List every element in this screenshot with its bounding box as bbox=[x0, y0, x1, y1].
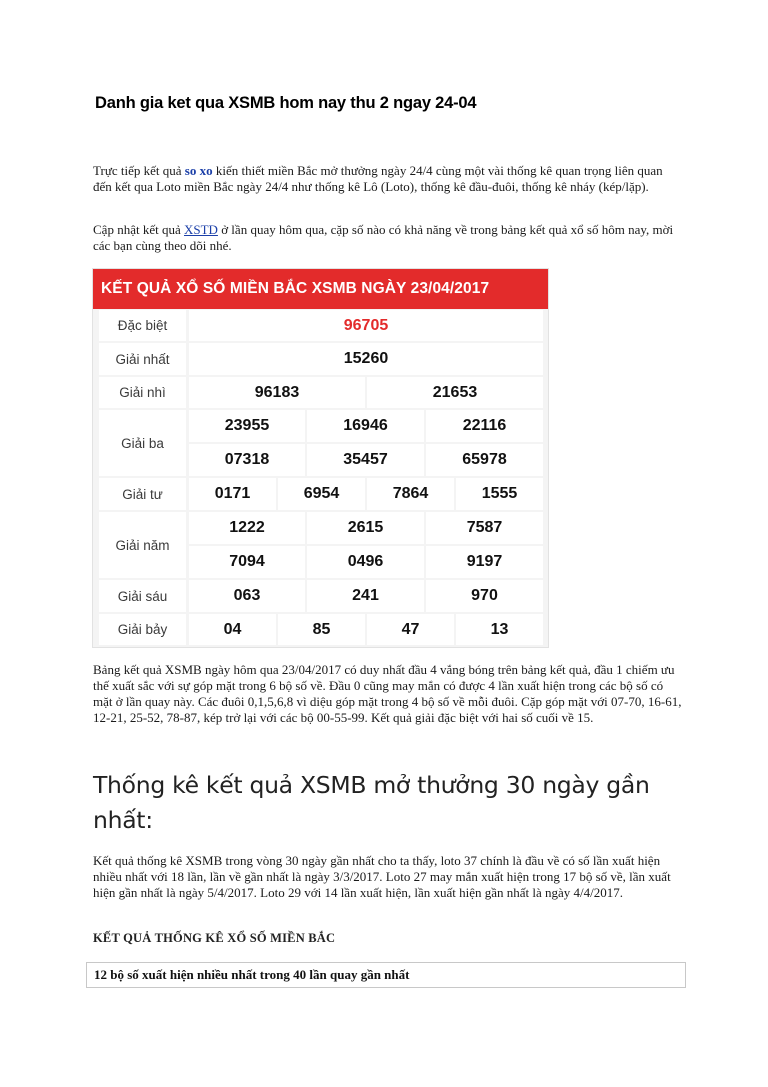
update-paragraph bbox=[93, 222, 683, 254]
row-sixth-prize bbox=[99, 580, 543, 612]
prize-number: 063 bbox=[189, 580, 305, 612]
row-first-prize bbox=[99, 343, 543, 375]
prize-number: 7094 bbox=[189, 546, 305, 578]
update-text-start: Cập nhật kết quả bbox=[93, 222, 184, 237]
prize-number: 04 bbox=[189, 614, 276, 645]
section-heading: Thống kê kết quả XSMB mở thưởng 30 ngày gần nhất: bbox=[93, 771, 650, 834]
prize-label: Giải ba bbox=[99, 410, 186, 476]
intro-text-start: Trực tiếp kết quả bbox=[93, 163, 185, 178]
prize-label: Đặc biệt bbox=[99, 310, 186, 341]
statistics-subheading: KẾT QUẢ THỐNG KÊ XỔ SỐ MIỀN BẮC bbox=[93, 931, 336, 945]
prize-number: 7587 bbox=[426, 512, 543, 544]
page-title: Danh gia ket qua XSMB hom nay thu 2 ngay 24-04 bbox=[95, 94, 477, 112]
prize-number: 35457 bbox=[307, 444, 424, 476]
prize-label: Giải bảy bbox=[99, 614, 186, 645]
update-text-end: ở lần quay hôm qua, cặp số nào có khả năng về trong bảng kết quả xổ số hôm nay, mời các bạn cùng theo dõi nhé. bbox=[93, 222, 674, 253]
prize-number: 13 bbox=[456, 614, 543, 645]
prize-number: 22116 bbox=[426, 410, 543, 442]
prize-number: 16946 bbox=[307, 410, 424, 442]
statistics-paragraph: Kết quả thống kê XSMB trong vòng 30 ngày gần nhất cho ta thấy, loto 37 chính là đầu về có số lần xuất hiện nhiều nhất với 18 lần, lần về gần nhất là ngày 3/3/2017. Loto 27 may mắn xuất hiện trong 17 bộ số về, lần xuất hiện gần nhất là ngày 5/4/2017. Loto 29 với 14 lần xuất hiện, lần xuất hiện gần nhất là ngày 4/4/2017. bbox=[93, 853, 671, 900]
so-xo-link[interactable]: so xo bbox=[184, 163, 213, 178]
row-second-prize bbox=[99, 377, 543, 408]
prize-number: 07318 bbox=[189, 444, 305, 476]
prize-label: Giải sáu bbox=[99, 580, 186, 612]
prize-number: 0496 bbox=[307, 546, 424, 578]
row-seventh-prize bbox=[99, 614, 543, 645]
prize-number: 96705 bbox=[189, 310, 543, 341]
analysis-paragraph: Bảng kết quả XSMB ngày hôm qua 23/04/2017 có duy nhất đầu 4 vắng bóng trên bảng kết quả, đầu 1 chiếm ưu thế xuất sắc với sự góp mặt trong 6 bộ số về. Đầu 0 cũng may mắn có được 4 lần xuất hiện trong các bộ số có mặt ở lần quay này. Các đuôi 0,1,5,6,8 vì diệu góp mặt trong 4 bộ số về mỗi đuôi. Cặp góp mặt với 07-70, 16-61, 12-21, 25-52, 78-87, kép trở lại với các bộ 00-55-99. Kết quả giải đặc biệt với hai số cuối về 15. bbox=[93, 662, 682, 725]
intro-text-end: kiến thiết miền Bắc mở thưởng ngày 24/4 cùng một vài thống kê quan trọng liên quan đến kết qua Loto miền Bắc ngày 24/4 như thống kê Lô (Loto), thống kê đầu-đuôi, thống kê nháy (kép/lặp). bbox=[93, 163, 663, 194]
prize-number: 65978 bbox=[426, 444, 543, 476]
prize-number: 6954 bbox=[278, 478, 365, 510]
prize-number: 85 bbox=[278, 614, 365, 645]
lottery-result-table bbox=[92, 268, 549, 648]
prize-number: 7864 bbox=[367, 478, 454, 510]
prize-number: 15260 bbox=[189, 343, 543, 375]
prize-number: 23955 bbox=[189, 410, 305, 442]
prize-label: Giải nhì bbox=[99, 377, 186, 408]
row-fifth-prize bbox=[99, 512, 543, 578]
prize-label: Giải nhất bbox=[99, 343, 186, 375]
prize-number: 2615 bbox=[307, 512, 424, 544]
result-table-header: KẾT QUẢ XỔ SỐ MIỀN BẮC XSMB NGÀY 23/04/2017 bbox=[93, 269, 548, 309]
xstd-link[interactable]: XSTD bbox=[183, 222, 218, 237]
intro-paragraph bbox=[93, 163, 683, 195]
prize-number: 1555 bbox=[456, 478, 543, 510]
row-special-prize bbox=[99, 310, 543, 341]
frequency-table-header: 12 bộ số xuất hiện nhiều nhất trong 40 lần quay gần nhất bbox=[86, 962, 686, 988]
prize-label: Giải năm bbox=[99, 512, 186, 578]
prize-number: 21653 bbox=[367, 377, 543, 408]
row-third-prize bbox=[99, 410, 543, 476]
prize-number: 9197 bbox=[426, 546, 543, 578]
prize-number: 970 bbox=[426, 580, 543, 612]
prize-number: 241 bbox=[307, 580, 424, 612]
prize-label: Giải tư bbox=[99, 478, 186, 510]
prize-number: 96183 bbox=[189, 377, 365, 408]
prize-number: 47 bbox=[367, 614, 454, 645]
prize-number: 0171 bbox=[189, 478, 276, 510]
prize-number: 1222 bbox=[189, 512, 305, 544]
row-fourth-prize bbox=[99, 478, 543, 510]
